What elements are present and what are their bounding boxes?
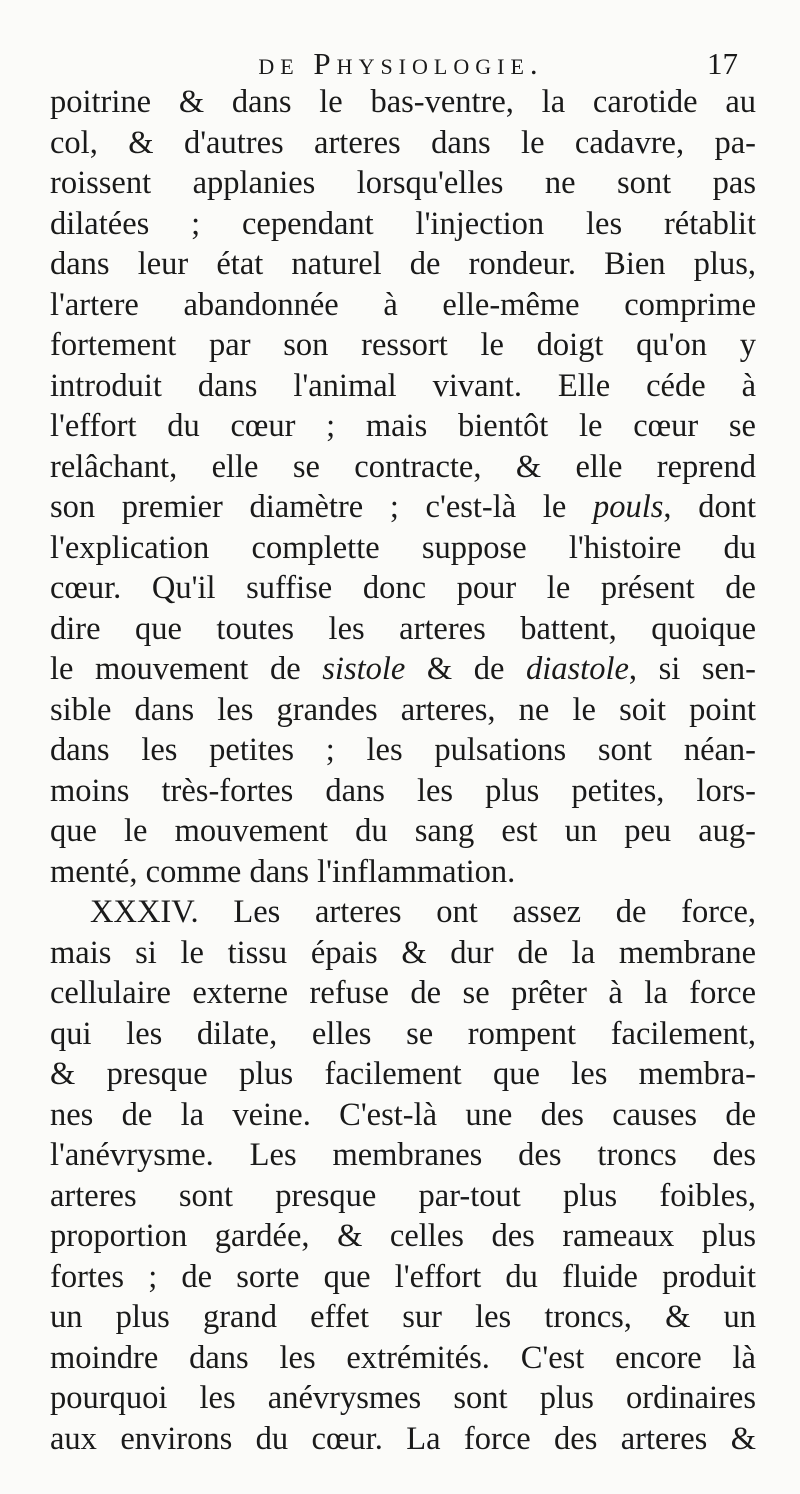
paragraph-xxxiv: [50, 892, 756, 1459]
text-line: [50, 406, 756, 447]
italic-term: pouls: [592, 489, 664, 525]
text-segment: le mouvement de: [50, 651, 323, 687]
text-line: [50, 811, 756, 852]
text-segment: sible dans les grandes arteres, ne le soit point: [50, 691, 756, 728]
text-line: [50, 690, 756, 731]
text-line: [50, 163, 756, 204]
text-line: [50, 1378, 756, 1419]
text-line: [50, 447, 756, 488]
text-segment: l'effort du cœur ; mais bientôt le cœur se: [50, 408, 756, 444]
text-segment: relâchant, elle se contracte, & elle reprend: [50, 448, 756, 485]
text-line: [50, 973, 756, 1014]
text-segment: son premier diamètre ; c'est-là le: [50, 489, 593, 525]
text-segment: & presque plus facilement que les membra-: [50, 1056, 756, 1092]
text-segment: & de: [405, 651, 526, 687]
text-segment: XXXIV. Les arteres ont assez de force,: [90, 894, 756, 930]
text-segment: l'anévrysme. Les membranes des troncs des: [50, 1137, 756, 1173]
italic-term: diastole: [525, 651, 629, 687]
text-segment: fortement par son ressort le doigt qu'on y: [50, 327, 756, 363]
text-segment: moindre dans les extrémités. C'est encore là: [50, 1339, 756, 1376]
page-number: 17: [707, 46, 738, 81]
text-line: [50, 1014, 756, 1055]
text-line: [50, 1419, 756, 1460]
text-line: [50, 325, 756, 366]
text-line: [50, 852, 756, 893]
text-segment: mais si le tissu épais & dur de la membrane: [50, 934, 756, 971]
text-line: [50, 285, 756, 326]
text-segment: pourquoi les anévrysmes sont plus ordinaires: [50, 1380, 756, 1416]
text-segment: cœur. Qu'il suffise donc pour le présent de: [50, 570, 756, 606]
text-segment: introduit dans l'animal vivant. Elle céde à: [50, 367, 756, 404]
text-segment: poitrine & dans le bas-ventre, la carotide au: [50, 84, 756, 120]
text-segment: l'explication complette suppose l'histoire du: [50, 529, 756, 566]
text-line: [50, 528, 756, 569]
text-line: [50, 1135, 756, 1176]
text-segment: dans les petites ; les pulsations sont néan-: [50, 732, 756, 768]
text-segment: arteres sont presque par-tout plus foibles,: [50, 1177, 756, 1214]
running-title: de Physiologie.: [258, 46, 544, 81]
text-line: [50, 1176, 756, 1217]
text-line: [50, 1216, 756, 1257]
text-line: [50, 244, 756, 285]
text-segment: qui les dilate, elles se rompent facilement,: [50, 1015, 756, 1052]
text-segment: que le mouvement du sang est un peu aug-: [50, 813, 756, 849]
text-segment: cellulaire externe refuse de se prêter à la force: [50, 975, 756, 1011]
text-line: [50, 1054, 756, 1095]
text-segment: aux environs du cœur. La force des arteres &: [50, 1420, 756, 1457]
italic-term: sistole: [322, 651, 406, 687]
text-line: [50, 933, 756, 974]
text-segment: dire que toutes les arteres battent, quoique: [50, 610, 756, 647]
text-segment: moins très-fortes dans les plus petites, lors-: [50, 772, 756, 809]
text-line: [50, 1338, 756, 1379]
text-line: [50, 568, 756, 609]
text-line: [50, 1095, 756, 1136]
text-segment: proportion gardée, & celles des rameaux plus: [50, 1218, 756, 1254]
text-line: [50, 771, 756, 812]
text-line: [50, 204, 756, 245]
text-segment: menté, comme dans l'inflammation.: [50, 853, 516, 890]
paragraph-continued: [50, 82, 756, 892]
text-segment: , si sen-: [628, 651, 756, 687]
text-line: [50, 1297, 756, 1338]
text-line: [50, 892, 756, 933]
text-line: [50, 123, 756, 164]
text-line: [50, 649, 756, 690]
text-segment: un plus grand effet sur les troncs, & un: [50, 1299, 756, 1335]
text-line: [50, 487, 756, 528]
text-segment: dans leur état naturel de rondeur. Bien plus,: [50, 246, 756, 282]
text-segment: nes de la veine. C'est-là une des causes de: [50, 1096, 756, 1133]
body-text: [50, 82, 756, 1459]
text-segment: fortes ; de sorte que l'effort du fluide produit: [50, 1258, 756, 1295]
text-line: [50, 82, 756, 123]
text-line: [50, 730, 756, 771]
text-segment: roissent applanies lorsqu'elles ne sont pas: [50, 165, 756, 201]
text-line: [50, 609, 756, 650]
text-segment: l'artere abandonnée à elle-même comprime: [50, 286, 756, 323]
text-segment: col, & d'autres arteres dans le cadavre, pa-: [50, 124, 756, 161]
text-line: [50, 1257, 756, 1298]
text-segment: , dont: [663, 489, 756, 525]
running-head: [50, 42, 752, 86]
text-segment: dilatées ; cependant l'injection les rétablit: [50, 205, 756, 242]
text-line: [50, 366, 756, 407]
